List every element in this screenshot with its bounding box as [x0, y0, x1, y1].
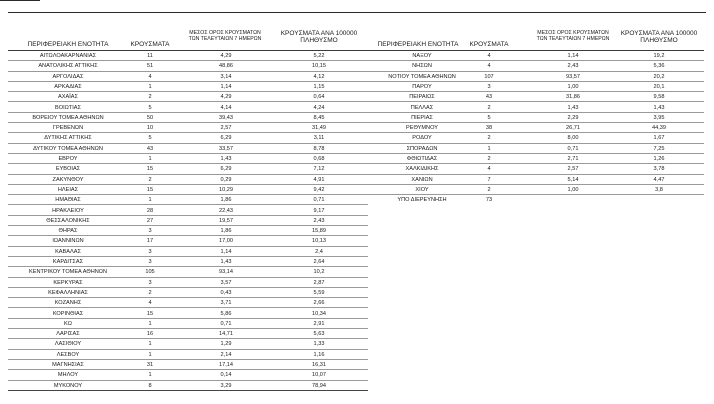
cell-cases: 15 [146, 186, 154, 193]
cell-avg: 48,86 [219, 63, 233, 70]
cell-avg: 1,00 [567, 186, 579, 193]
cell-avg: 4,14 [220, 104, 232, 111]
cell-region: ΥΠΟ ΔΙΕΡΕΥΝΗΣΗ [397, 197, 447, 204]
cell-cases: 2 [487, 135, 491, 142]
cell-per100k: 7,25 [653, 145, 665, 152]
cell-per100k: 9,42 [313, 186, 325, 193]
table-row [8, 309, 368, 319]
cell-per100k: 3,78 [653, 166, 665, 173]
cell-avg: 1,86 [220, 197, 232, 204]
cell-region: ΦΘΙΩΤΙΔΑΣ [406, 156, 438, 162]
cell-cases: 1 [487, 145, 491, 152]
cell-cases: 10 [146, 125, 154, 132]
cell-avg: 6,29 [220, 166, 232, 173]
cell-region: ΠΙΕΡΙΑΣ [411, 114, 433, 121]
cell-avg: 1,14 [567, 53, 579, 59]
cell-cases: 5 [148, 135, 152, 142]
cell-avg: 0,43 [220, 289, 232, 296]
right-table-body [362, 51, 704, 211]
cell-per100k: 19,2 [653, 53, 665, 59]
cell-region: ΡΕΘΥΜΝΟΥ [406, 125, 438, 132]
cell-avg: 93,14 [219, 269, 233, 276]
cell-per100k: 15,89 [312, 228, 326, 235]
header-cases-right: ΚΡΟΥΣΜΑΤΑ [469, 41, 509, 48]
cell-region: ΣΠΟΡΑΔΩΝ [406, 145, 438, 152]
cell-cases: 8 [148, 382, 152, 389]
cell-avg: 2,43 [567, 63, 579, 70]
cell-avg: 33,57 [219, 145, 233, 152]
cell-cases: 2 [148, 289, 152, 296]
cell-cases: 1 [148, 197, 152, 204]
cell-region: ΠΕΛΛΑΣ [410, 104, 434, 111]
cell-per100k: 3,95 [653, 114, 665, 121]
cell-avg: 0,71 [220, 320, 232, 327]
cell-per100k: 7,12 [313, 166, 325, 173]
cell-cases: 15 [146, 166, 154, 173]
cell-avg: 22,43 [219, 207, 233, 214]
cell-region: ΚΟΖΑΝΗΣ [54, 300, 82, 307]
cell-per100k: 1,15 [313, 83, 325, 90]
table-row [8, 339, 368, 349]
cell-per100k: 0,68 [313, 156, 325, 162]
cell-region: ΜΗΛΟΥ [57, 372, 79, 379]
table-row [362, 123, 704, 133]
cell-per100k: 4,12 [313, 73, 325, 80]
cell-cases: 1 [148, 83, 152, 90]
table-row [362, 144, 704, 154]
cell-avg: 31,86 [566, 94, 580, 101]
cell-per100k: 1,16 [313, 351, 325, 358]
cell-cases: 105 [145, 269, 155, 276]
cell-region: ΔΥΤΙΚΗΣ ΑΤΤΙΚΗΣ [44, 135, 92, 142]
cell-per100k: 8,45 [313, 114, 325, 121]
table-row [8, 278, 368, 288]
table-row [362, 51, 704, 61]
cell-region: ΑΡΓΟΛΙΔΑΣ [52, 73, 84, 80]
cell-avg: 4,29 [220, 53, 232, 59]
cell-region: ΑΝΑΤΟΛΙΚΗΣ ΑΤΤΙΚΗΣ [38, 63, 98, 70]
cell-avg: 1,43 [567, 104, 579, 111]
cell-avg: 39,43 [219, 114, 233, 121]
cell-avg: 0,14 [220, 372, 232, 379]
table-row [8, 72, 368, 82]
cell-cases: 1 [148, 320, 152, 327]
table-row [8, 164, 368, 174]
table-row [8, 350, 368, 360]
cell-cases: 4 [487, 63, 491, 70]
table-row [8, 247, 368, 257]
table-row [8, 175, 368, 185]
cell-region: ΛΕΣΒΟΥ [56, 351, 80, 358]
table-row [8, 329, 368, 339]
cell-region: ΓΡΕΒΕΝΩΝ [52, 125, 84, 132]
cell-avg: 93,57 [566, 73, 580, 80]
cell-per100k: 4,47 [653, 176, 665, 183]
cell-per100k: 2,87 [313, 279, 325, 286]
cell-region: ΗΜΑΘΙΑΣ [55, 197, 81, 204]
cell-cases: 73 [485, 197, 493, 204]
cell-avg: 3,57 [220, 279, 232, 286]
cell-avg: 10,29 [219, 186, 233, 193]
cell-cases: 2 [487, 156, 491, 162]
cell-avg: 2,57 [567, 166, 579, 173]
cell-avg: 3,14 [220, 73, 232, 80]
table-row [8, 267, 368, 277]
cell-per100k: 2,64 [313, 259, 325, 265]
cell-avg: 14,71 [219, 331, 233, 338]
cell-cases: 51 [146, 63, 154, 70]
header-region-right: ΠΕΡΙΦΕΡΕΙΑΚΗ ΕΝΟΤΗΤΑ [377, 41, 459, 48]
table-row [8, 144, 368, 154]
cell-avg: 1,43 [220, 156, 232, 162]
cell-region: ΝΑΞΟΥ [412, 53, 432, 59]
cell-region: ΒΟΙΩΤΙΑΣ [55, 104, 81, 111]
table-row [362, 92, 704, 102]
table-row [8, 370, 368, 380]
cell-cases: 2 [487, 104, 491, 111]
cell-region: ΑΙΤΩΛΟΑΚΑΡΝΑΝΙΑΣ [39, 53, 97, 59]
cell-avg: 3,71 [220, 300, 232, 307]
cell-per100k: 10,07 [312, 372, 326, 379]
cell-per100k: 10,13 [312, 238, 326, 245]
table-row [362, 61, 704, 71]
cell-per100k: 2,91 [313, 320, 325, 327]
table-row [362, 195, 704, 205]
table-row [8, 206, 368, 216]
cell-cases: 5 [487, 114, 491, 121]
cell-region: ΚΕΝΤΡΙΚΟΥ ΤΟΜΕΑ ΑΘΗΝΩΝ [28, 269, 107, 276]
cell-per100k: 31,49 [312, 125, 326, 132]
table-row [8, 257, 368, 267]
cell-cases: 7 [487, 176, 491, 183]
cell-region: ΧΑΛΚΙΔΙΚΗΣ [405, 166, 439, 173]
header-avg-left: ΜΕΣΟΣ ΟΡΟΣ ΚΡΟΥΣΜΑΤΩΝ ΤΩΝ ΤΕΛΕΥΤΑΙΩΝ 7 ΗΜΕΡΩΝ [188, 30, 262, 42]
cell-avg: 2,57 [220, 125, 232, 132]
cell-cases: 1 [148, 341, 152, 348]
top-divider [8, 12, 706, 13]
cell-per100k: 1,67 [653, 135, 665, 142]
cell-region: ΠΕΙΡΑΙΩΣ [409, 94, 435, 101]
cell-avg: 5,14 [567, 176, 579, 183]
cell-region: ΧΑΝΙΩΝ [411, 176, 433, 183]
cell-cases: 107 [484, 73, 494, 80]
cell-per100k: 10,15 [312, 63, 326, 70]
cell-per100k: 9,17 [313, 207, 325, 214]
cell-region: ΑΡΚΑΔΙΑΣ [54, 83, 82, 90]
top-corner-line [0, 0, 40, 5]
table-row [362, 82, 704, 92]
cell-region: ΝΗΣΩΝ [412, 63, 432, 70]
cell-region: ΗΡΑΚΛΕΙΟΥ [52, 207, 84, 214]
cell-cases: 4 [487, 53, 491, 59]
cell-per100k: 4,91 [313, 176, 325, 183]
cell-region: ΚΕΡΚΥΡΑΣ [53, 279, 83, 286]
table-row [8, 381, 368, 391]
cell-cases: 3 [148, 248, 152, 255]
cell-per100k: 78,94 [312, 382, 326, 389]
table-row [8, 360, 368, 370]
cell-per100k: 5,36 [653, 63, 665, 70]
cell-region: ΚΩ [64, 320, 72, 327]
cell-per100k: 10,34 [312, 310, 326, 317]
cell-per100k: 0,71 [313, 197, 325, 204]
cell-region: ΠΑΡΟΥ [412, 83, 432, 90]
cell-cases: 43 [485, 94, 493, 101]
table-row [362, 103, 704, 113]
cell-per100k: 2,4 [315, 248, 323, 255]
cell-avg: 6,29 [220, 135, 232, 142]
row-divider [8, 390, 368, 391]
cell-cases: 3 [487, 83, 491, 90]
cell-region: ΔΥΤΙΚΟΥ ΤΟΜΕΑ ΑΘΗΝΩΝ [33, 145, 103, 152]
header-per100k-right: ΚΡΟΥΣΜΑΤΑ ΑΝΑ 100000 ΠΛΗΘΥΣΜΟ [620, 30, 698, 44]
cell-region: ΕΥΒΟΙΑΣ [55, 166, 81, 173]
cell-region: ΖΑΚΥΝΘΟΥ [52, 176, 84, 183]
cell-per100k: 5,63 [313, 331, 325, 338]
cell-cases: 4 [148, 300, 152, 307]
cell-cases: 4 [148, 73, 152, 80]
cell-cases: 28 [146, 207, 154, 214]
cell-per100k: 20,2 [653, 73, 665, 80]
cell-cases: 11 [147, 53, 153, 59]
cell-avg: 17,00 [219, 238, 233, 245]
cell-cases: 1 [148, 156, 152, 162]
table-row [8, 61, 368, 71]
cell-avg: 17,14 [219, 362, 233, 368]
cell-avg: 0,71 [567, 145, 579, 152]
cell-per100k: 1,26 [653, 156, 665, 162]
cell-per100k: 5,59 [313, 289, 325, 296]
table-row [8, 288, 368, 298]
table-row [8, 103, 368, 113]
table-row [8, 51, 368, 61]
cell-per100k: 1,33 [313, 341, 325, 348]
cell-avg: 19,57 [219, 217, 233, 224]
left-table-body [8, 51, 368, 401]
header-region-left: ΠΕΡΙΦΕΡΕΙΑΚΗ ΕΝΟΤΗΤΑ [27, 41, 109, 48]
cell-cases: 4 [487, 166, 491, 173]
cell-per100k: 10,2 [313, 269, 325, 276]
cell-per100k: 2,66 [313, 300, 325, 307]
cell-per100k: 4,24 [313, 104, 325, 111]
cell-region: ΝΟΤΙΟΥ ΤΟΜΕΑ ΑΘΗΝΩΝ [388, 73, 456, 80]
cell-avg: 1,29 [220, 341, 232, 348]
cell-avg: 1,00 [567, 83, 579, 90]
cell-cases: 50 [146, 114, 154, 121]
table-row [362, 164, 704, 174]
cell-cases: 2 [148, 94, 152, 101]
cell-avg: 1,43 [220, 259, 232, 265]
cell-avg: 5,86 [220, 310, 232, 317]
cell-per100k: 9,58 [653, 94, 665, 101]
cell-cases: 43 [146, 145, 154, 152]
table-row [8, 92, 368, 102]
cell-region: ΑΧΑΪΑΣ [58, 94, 78, 101]
cell-region: ΒΟΡΕΙΟΥ ΤΟΜΕΑ ΑΘΗΝΩΝ [32, 114, 104, 121]
cell-cases: 16 [146, 331, 154, 338]
cell-avg: 2,14 [220, 351, 232, 358]
cell-avg: 8,00 [567, 135, 579, 142]
cell-cases: 2 [487, 186, 491, 193]
cell-per100k: 3,11 [313, 135, 325, 142]
cell-cases: 1 [148, 372, 152, 379]
table-row [8, 133, 368, 143]
header-per100k-left: ΚΡΟΥΣΜΑΤΑ ΑΝΑ 100000 ΠΛΗΘΥΣΜΟ [280, 30, 358, 44]
table-row [8, 216, 368, 226]
cell-per100k: 5,22 [313, 53, 325, 59]
cell-cases: 3 [148, 279, 152, 286]
cell-per100k: 3,8 [655, 186, 663, 193]
cell-cases: 5 [148, 104, 152, 111]
table-row [8, 236, 368, 246]
cell-region: ΚΑΒΑΛΑΣ [55, 248, 81, 255]
cell-avg: 1,14 [220, 83, 232, 90]
cell-cases: 38 [485, 125, 493, 132]
cell-cases: 3 [148, 259, 152, 265]
cell-region: ΚΑΡΔΙΤΣΑΣ [52, 259, 84, 265]
cell-region: ΜΑΓΝΗΣΙΑΣ [52, 362, 84, 368]
cell-region: ΙΩΑΝΝΙΝΩΝ [52, 238, 84, 245]
table-row [8, 226, 368, 236]
table-row [362, 72, 704, 82]
cell-region: ΚΕΦΑΛΛΗΝΙΑΣ [48, 289, 88, 296]
header-cases-left: ΚΡΟΥΣΜΑΤΑ [130, 41, 170, 48]
cell-region: ΗΛΕΙΑΣ [57, 186, 79, 193]
cell-avg: 1,86 [220, 228, 232, 235]
table-row [362, 175, 704, 185]
table-row [8, 82, 368, 92]
cell-avg: 1,14 [220, 248, 232, 255]
table-row [8, 123, 368, 133]
cell-per100k: 1,43 [653, 104, 665, 111]
cell-cases: 15 [146, 310, 154, 317]
cell-avg: 2,71 [567, 156, 579, 162]
cell-region: ΕΒΡΟΥ [58, 156, 78, 162]
cell-avg: 4,29 [220, 94, 232, 101]
table-row [362, 113, 704, 123]
cell-region: ΚΟΡΙΝΘΙΑΣ [52, 310, 84, 317]
cell-per100k: 16,31 [312, 362, 326, 368]
cell-per100k: 0,64 [313, 94, 325, 101]
cell-region: ΧΙΟΥ [415, 186, 429, 193]
cell-cases: 1 [148, 351, 152, 358]
cell-avg: 3,29 [220, 382, 232, 389]
cell-region: ΘΗΡΑΣ [58, 228, 78, 235]
table-row [8, 298, 368, 308]
cell-region: ΛΑΡΙΣΑΣ [56, 331, 80, 338]
cell-cases: 31 [146, 362, 154, 368]
cell-avg: 26,71 [566, 125, 580, 132]
cell-region: ΜΥΚΟΝΟΥ [53, 382, 83, 389]
table-row [362, 154, 704, 164]
cell-avg: 2,29 [567, 114, 579, 121]
cell-cases: 3 [148, 228, 152, 235]
table-row [8, 113, 368, 123]
table-row [362, 133, 704, 143]
table-row [362, 185, 704, 195]
cell-per100k: 2,43 [313, 217, 325, 224]
table-row [8, 185, 368, 195]
cell-region: ΡΟΔΟΥ [412, 135, 432, 142]
cell-cases: 17 [146, 238, 154, 245]
cell-cases: 27 [146, 217, 154, 224]
cell-per100k: 8,78 [313, 145, 325, 152]
table-row [8, 195, 368, 205]
cell-region: ΛΑΣΙΘΙΟΥ [54, 341, 82, 348]
cell-region: ΘΕΣΣΑΛΟΝΙΚΗΣ [46, 217, 90, 224]
cell-per100k: 44,39 [652, 125, 666, 132]
cell-per100k: 20,1 [653, 83, 665, 90]
table-row [8, 319, 368, 329]
cell-cases: 2 [148, 176, 152, 183]
cell-avg: 0,29 [220, 176, 232, 183]
table-row [8, 154, 368, 164]
header-avg-right: ΜΕΣΟΣ ΟΡΟΣ ΚΡΟΥΣΜΑΤΩΝ ΤΩΝ ΤΕΛΕΥΤΑΙΩΝ 7 ΗΜΕΡΩΝ [536, 30, 610, 42]
